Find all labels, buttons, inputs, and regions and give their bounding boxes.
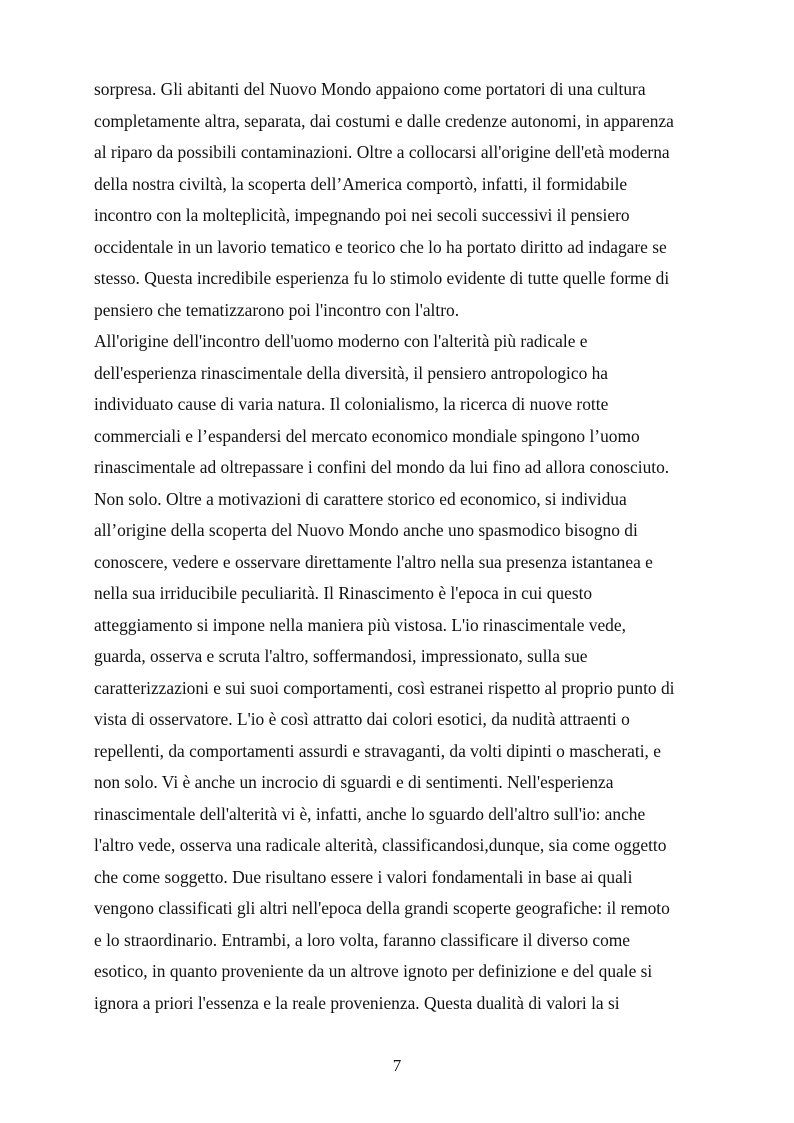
text-line-25: l'altro vede, osserva una radicale alterità, classificandosi,dunque, sia come oggetto <box>94 835 667 855</box>
text-line-22: repellenti, da comportamenti assurdi e stravaganti, da volti dipinti o mascherati, e <box>94 740 661 761</box>
text-line-10: dell'esperienza rinascimentale della diversità, il pensiero antropologico ha <box>94 362 609 383</box>
text-line-2: completamente altra, separata, dai costumi e dalle credenze autonomi, in apparenza <box>94 110 674 131</box>
text-line-15: all’origine della scoperta del Nuovo Mondo anche uno spasmodico bisogno di <box>94 520 638 540</box>
text-line-17: nella sua irriducibile peculiarità. Il Rinascimento è l'epoca in cui questo <box>94 583 593 603</box>
text-line-3: al riparo da possibili contaminazioni. Oltre a collocarsi all'origine dell'età moderna <box>94 142 670 162</box>
text-line-29: esotico, in quanto proveniente da un altrove ignoto per definizione e del quale si <box>94 961 653 981</box>
text-line-14: Non solo. Oltre a motivazioni di carattere storico ed economico, si individua <box>94 488 627 509</box>
text-line-19: guarda, osserva e scruta l'altro, soffermandosi, impressionato, sulla sue <box>94 646 588 666</box>
text-line-12: commerciali e l’espandersi del mercato economico mondiale spingono l’uomo <box>94 425 640 446</box>
body-text <box>94 74 734 1019</box>
text-line-4: della nostra civiltà, la scoperta dell’America comportò, infatti, il formidabile <box>94 173 628 194</box>
page-number: 7 <box>392 1056 402 1075</box>
text-line-7: stesso. Questa incredibile esperienza fu lo stimolo evidente di tutte quelle forme di <box>94 268 670 288</box>
text-line-1: sorpresa. Gli abitanti del Nuovo Mondo appaiono come portatori di una cultura <box>94 79 646 99</box>
text-line-21: vista di osservatore. L'io è così attratto dai colori esotici, da nudità attraenti o <box>94 709 630 729</box>
text-line-30: ignora a priori l'essenza e la reale provenienza. Questa dualità di valori la si <box>94 992 620 1013</box>
text-line-9: All'origine dell'incontro dell'uomo moderno con l'alterità più radicale e <box>94 331 588 351</box>
text-line-28: e lo straordinario. Entrambi, a loro volta, faranno classificare il diverso come <box>94 929 631 950</box>
text-line-16: conoscere, vedere e osservare direttamente l'altro nella sua presenza istantanea e <box>94 551 653 572</box>
text-line-11: individuato cause di varia natura. Il colonialismo, la ricerca di nuove rotte <box>94 394 609 414</box>
text-line-8: pensiero che tematizzarono poi l'incontro con l'altro. <box>94 299 460 320</box>
text-line-6: occidentale in un lavorio tematico e teorico che lo ha portato diritto ad indagare se <box>94 236 667 257</box>
text-line-23: non solo. Vi è anche un incrocio di sguardi e di sentimenti. Nell'esperienza <box>94 772 614 792</box>
text-line-13: rinascimentale ad oltrepassare i confini del mondo da lui fino ad allora conosciuto. <box>94 457 670 477</box>
text-line-20: caratterizzazioni e sui suoi comportamenti, così estranei rispetto al proprio punto di <box>94 677 675 698</box>
text-line-27: vengono classificati gli altri nell'epoca della grandi scoperte geografiche: il remoto <box>94 898 670 918</box>
text-line-18: atteggiamento si impone nella maniera più vistosa. L'io rinascimentale vede, <box>94 614 626 635</box>
text-line-26: che come soggetto. Due risultano essere i valori fondamentali in base ai quali <box>94 866 633 887</box>
text-line-24: rinascimentale dell'alterità vi è, infatti, anche lo sguardo dell'altro sull'io: anche <box>94 803 646 824</box>
text-line-5: incontro con la molteplicità, impegnando poi nei secoli successivi il pensiero <box>94 205 630 225</box>
